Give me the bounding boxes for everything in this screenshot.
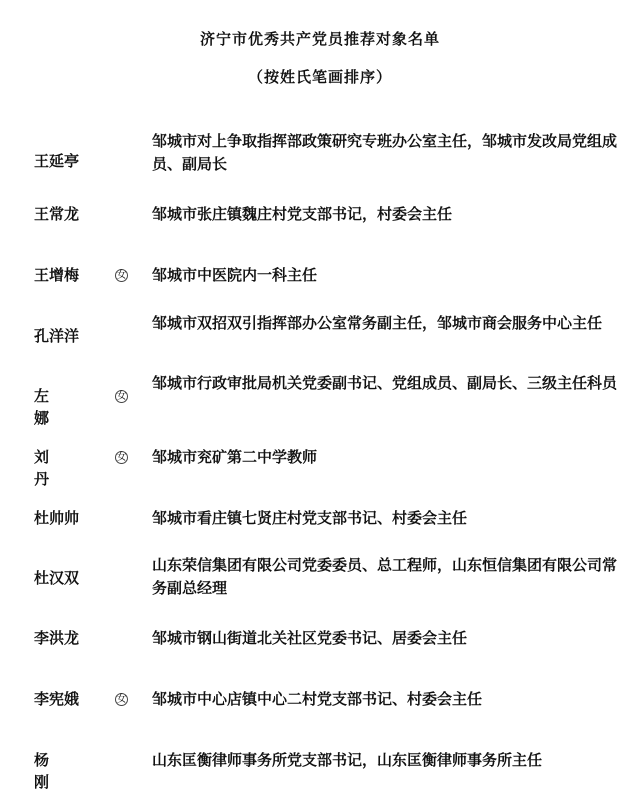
female-marker: 女	[116, 270, 127, 281]
person-description: 邹城市中心店镇中心二村党支部书记、村委会主任	[152, 690, 483, 708]
person-name: 杨 刚	[34, 751, 93, 791]
person-description: 邹城市行政审批局机关党委副书记、党组成员、副局长、三级主任科员	[152, 374, 618, 392]
person-description: 山东荣信集团有限公司党委委员、总工程师，山东恒信集团有限公司常务副总经理	[152, 556, 618, 597]
female-marker: 女	[116, 694, 127, 705]
person-description: 邹城市中医院内一科主任	[152, 266, 318, 284]
person-name: 王常龙	[34, 205, 80, 223]
female-marker: 女	[116, 452, 127, 463]
person-description: 邹城市对上争取指挥部政策研究专班办公室主任，邹城市发改局党组成员、副局长	[152, 132, 618, 173]
person-name: 李洪龙	[34, 629, 80, 647]
female-marker: 女	[116, 391, 127, 402]
person-name: 孔洋洋	[34, 327, 80, 345]
person-name: 刘 丹	[34, 448, 93, 488]
person-name: 李宪娥	[34, 690, 80, 708]
person-description: 邹城市看庄镇七贤庄村党支部书记、村委会主任	[152, 509, 468, 527]
person-name: 王延亭	[34, 152, 80, 170]
person-description: 邹城市钢山街道北关社区党委书记、居委会主任	[152, 629, 468, 647]
person-description: 山东匡衡律师事务所党支部书记，山东匡衡律师事务所主任	[152, 751, 543, 769]
document-title: 济宁市优秀共产党员推荐对象名单	[199, 30, 440, 48]
person-description: 邹城市兖矿第二中学教师	[152, 448, 318, 466]
person-name: 杜帅帅	[34, 509, 80, 527]
person-name: 杜汉双	[34, 569, 80, 587]
person-name: 左 娜	[34, 387, 93, 427]
person-name: 王增梅	[34, 266, 80, 284]
person-description: 邹城市张庄镇魏庄村党支部书记，村委会主任	[152, 205, 453, 223]
document-subtitle: （按姓氏笔画排序）	[247, 68, 392, 86]
person-description: 邹城市双招双引指挥部办公室常务副主任，邹城市商会服务中心主任	[152, 314, 603, 332]
